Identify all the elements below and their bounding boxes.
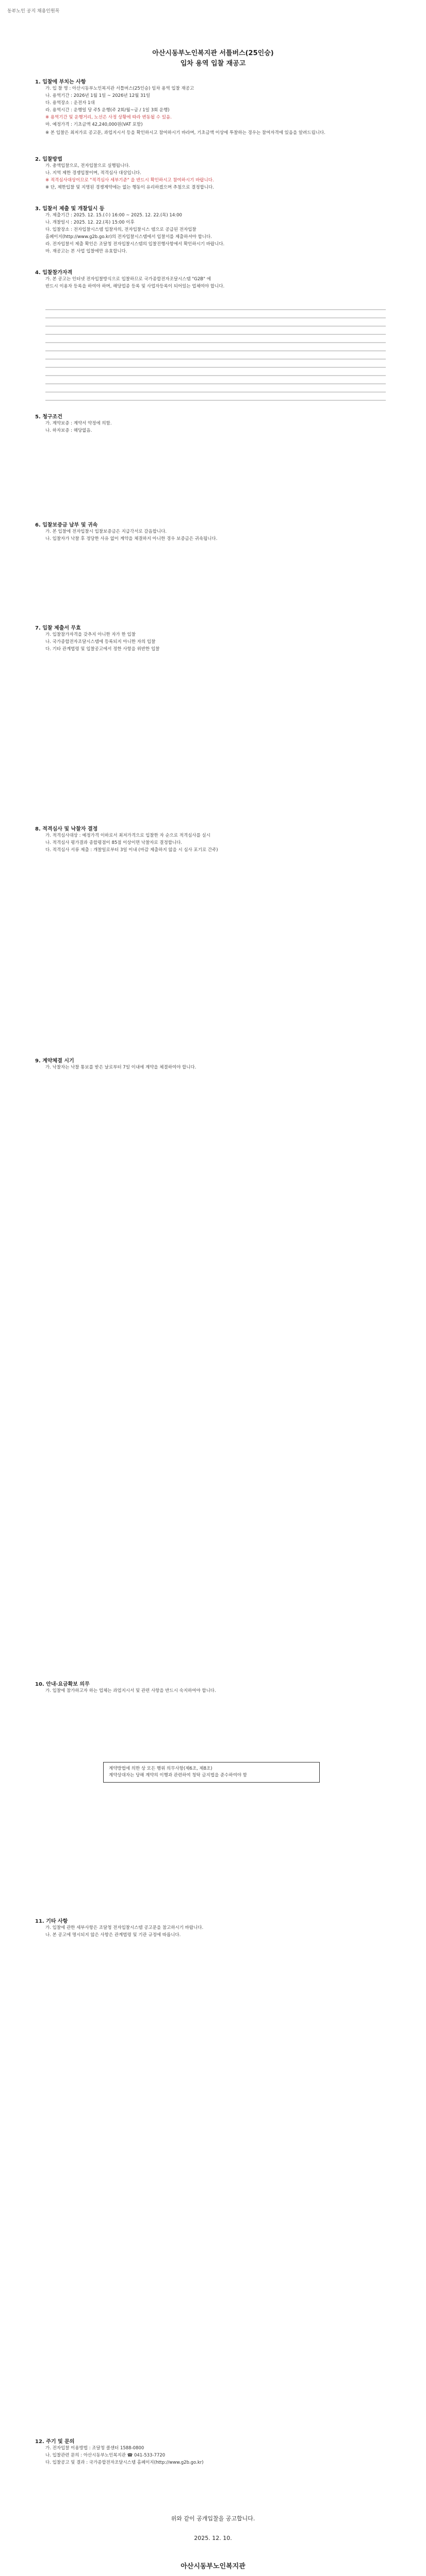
section-12-line: 가. 전자입찰 이용방법 : 조달청 콜센터 1588-0800 <box>45 2446 144 2451</box>
text-block <box>45 317 386 318</box>
section-5-line: 나. 하자보증 : 해당없음. <box>45 428 92 433</box>
section-3-line: 라. 전자입찰서 제출 확인은 조달청 전자입찰시스템의 입찰진행사항에서 확인하시기 바랍니다. <box>45 242 225 247</box>
section-2-line: 가. 총액입찰으로, 전자입찰으로 실행됩니다. <box>45 163 130 168</box>
section-2-line-highlight: ※ 적격심사대상이므로 "적격심사 세부기준" 을 반드시 확인하시고 참여하시기 바랍니다. <box>45 178 214 183</box>
section-heading-1: 1. 입찰에 부치는 사항 <box>35 79 86 85</box>
section-heading-8: 8. 적격심사 및 낙찰자 결정 <box>35 826 98 832</box>
section-12-line: 나. 입찰관련 문의 : 아산시동부노인복지관 ☎ 041-533-7720 <box>45 2453 166 2458</box>
section-1-line: 마. 예정가격 : 기초금액 42,240,000원(VAT 포함) <box>45 122 143 127</box>
section-7-line: 가. 입찰참가자격을 갖추지 아니한 자가 한 입찰 <box>45 632 136 637</box>
notice-box-line1: 계약방법에 의한 상 모든 행위 의무사항(제6조, 제8조) <box>109 1766 212 1771</box>
section-1-line: 다. 용역장소 : 운전자 1대 <box>45 100 95 106</box>
section-6-line: 가. 본 입찰에 전자입찰시 입찰보증금은 지급각서로 갈음합니다. <box>45 529 167 534</box>
text-block <box>45 383 386 384</box>
section-11-line: 가. 입찰에 관한 세부사항은 조달청 전자입찰시스템 공고문을 참고하시기 바랍니다. <box>45 1925 204 1930</box>
text-block <box>45 375 386 376</box>
text-block <box>45 392 386 393</box>
section-3-line: 나. 개찰일시 : 2025. 12. 22.(목) 15:00 이후 <box>45 220 135 225</box>
text-block <box>45 359 386 360</box>
section-heading-4: 4. 입찰참가자격 <box>35 270 73 276</box>
text-block <box>45 350 386 351</box>
section-heading-2: 2. 입찰방법 <box>35 157 62 162</box>
section-12-line: 다. 입찰공고 및 결과 : 국가종합전자조달시스템 홈페이지(http://www.g2b.go.kr) <box>45 2460 204 2465</box>
section-1-line: 라. 용역시간 : 운행일 당 주5 운행(주 2회/월~금 / 1일 3회 운행) <box>45 108 170 113</box>
section-heading-11: 11. 기타 사항 <box>35 1919 68 1924</box>
text-block <box>45 400 386 401</box>
section-4-line: 가. 본 공고는 인터넷 전자입찰방식으로 입찰하므로 국가종합전자조달시스템 "G2B" 에 <box>45 277 211 282</box>
section-3-line: 가. 제출기간 : 2025. 12. 15.(수) 16:00 ~ 2025. 12. 22.(목) 14:00 <box>45 213 182 218</box>
section-1-line: 가. 입 찰 명 : 아산시동부노인복지관 서틀버스(25인승) 임차 용역 입찰 재공고 <box>45 86 194 91</box>
text-block <box>45 309 386 310</box>
section-heading-5: 5. 청구조건 <box>35 414 62 420</box>
section-6-line: 나. 입찰자가 낙찰 후 정당한 사유 없이 계약을 체결하지 아니한 경우 보증금은 귀속됩니다. <box>45 536 218 541</box>
doc-title-line1: 아산시동부노인복지관 서틀버스(25인승) <box>152 49 274 57</box>
section-9-line: 가. 낙찰자는 낙찰 통보를 받은 날로부터 7일 이내에 계약을 체결하여야 합니다. <box>45 1065 196 1070</box>
section-heading-10: 10. 안내·요금확보 의무 <box>35 1682 90 1687</box>
section-11-line: 나. 본 공고에 명시되지 않은 사항은 관계법령 및 기관 규정에 따릅니다. <box>45 1933 181 1938</box>
section-2-line: ※ 단, 제한입찰 및 지명된 경쟁계약에는 없는 행동이 유리하겠으며 추첨으로 결정합니다. <box>45 185 214 190</box>
closing-notice: 위와 같이 공개입찰을 공고합니다. <box>171 2515 255 2522</box>
section-heading-12: 12. 주기 및 문의 <box>35 2439 75 2445</box>
section-3-line: 다. 입찰장소 : 전자입찰시스템 입찰자의, 전자입찰시스 템으로 공급된 전자입찰 <box>45 227 196 232</box>
text-block <box>45 367 386 368</box>
section-8-line: 나. 적격심사 평가결과 종합평점이 85점 이상이면 낙찰자로 결정합니다. <box>45 840 183 845</box>
section-1-line: 나. 용역기간 : 2026년 1월 1일 ~ 2026년 12월 31일 <box>45 93 151 98</box>
section-8-line: 가. 적격심사대상 : 예정가격 이하로서 최저가격으로 입찰한 자 순으로 적격심사를 실시 <box>45 833 210 838</box>
section-1-warning: ※ 본 입찰은 최저가로 공고문, 과업지시서 등을 확인하시고 참여하시기 바라며, 기초금액 이상에 투찰하는 경우는 참여자격에 있음을 알려드립니다. <box>45 130 325 135</box>
organization-name: 아산시동부노인복지관 <box>181 2563 245 2570</box>
section-heading-9: 9. 계약체결 시기 <box>35 1058 74 1064</box>
section-3-line: 마. 재공고는 본 사업 입찰에만 유효합니다. <box>45 249 127 254</box>
section-3-line: 홈페이지(http://www.g2b.go.kr)의 전자입찰시스템에서 입찰서를 제출하셔야 합니다. <box>45 234 212 240</box>
text-block <box>45 326 386 327</box>
section-heading-7: 7. 입찰 제출서 무효 <box>35 625 81 631</box>
text-block <box>45 334 386 335</box>
section-8-line: 다. 적격심사 서류 제출 : 개찰일로부터 3일 이내 (마감 제출하지 않을 시 심사 포기로 간주) <box>45 848 218 853</box>
doc-title-line2: 입차 용역 입찰 재공고 <box>180 60 246 67</box>
text-block <box>45 342 386 343</box>
section-2-line: 나. 지역 제한 경쟁입찰이며, 적격심사 대상입니다. <box>45 171 141 176</box>
notice-box <box>103 1762 320 1783</box>
section-5-line: 가. 계약보증 : 계약서 약정에 의함. <box>45 421 112 426</box>
closing-date: 2025. 12. 10. <box>194 2535 232 2541</box>
section-heading-3: 3. 입찰서 제출 및 개찰일시 등 <box>35 206 105 212</box>
notice-box-line2: 계약상대자는 당해 계약의 이행과 관련하여 청탁 금지법을 준수하여야 함 <box>109 1773 247 1778</box>
section-heading-6: 6. 입찰보증금 납부 및 귀속 <box>35 522 98 528</box>
section-4-line: 반드시 이용자 등록을 하여야 하며, 해당업종 등록 및 사업자등록이 되어있는 업체여야 합니다. <box>45 284 225 289</box>
section-1-line-highlight: ※ 용역기간 및 운행거리, 노선은 사정 상황에 따라 변동될 수 있음. <box>45 115 172 120</box>
breadcrumb: 동부노인 공지 채용인원목 <box>7 9 60 14</box>
section-7-line: 나. 국가종합전자조달시스템에 등록되지 아니한 자의 입찰 <box>45 639 156 645</box>
section-10-line: 가. 입찰에 참가하고자 하는 업체는 과업지시서 및 관련 사항을 반드시 숙지하여야 합니다. <box>45 1688 216 1693</box>
section-7-line: 다. 기타 관계법령 및 입찰공고에서 정한 사항을 위반한 입찰 <box>45 647 160 652</box>
